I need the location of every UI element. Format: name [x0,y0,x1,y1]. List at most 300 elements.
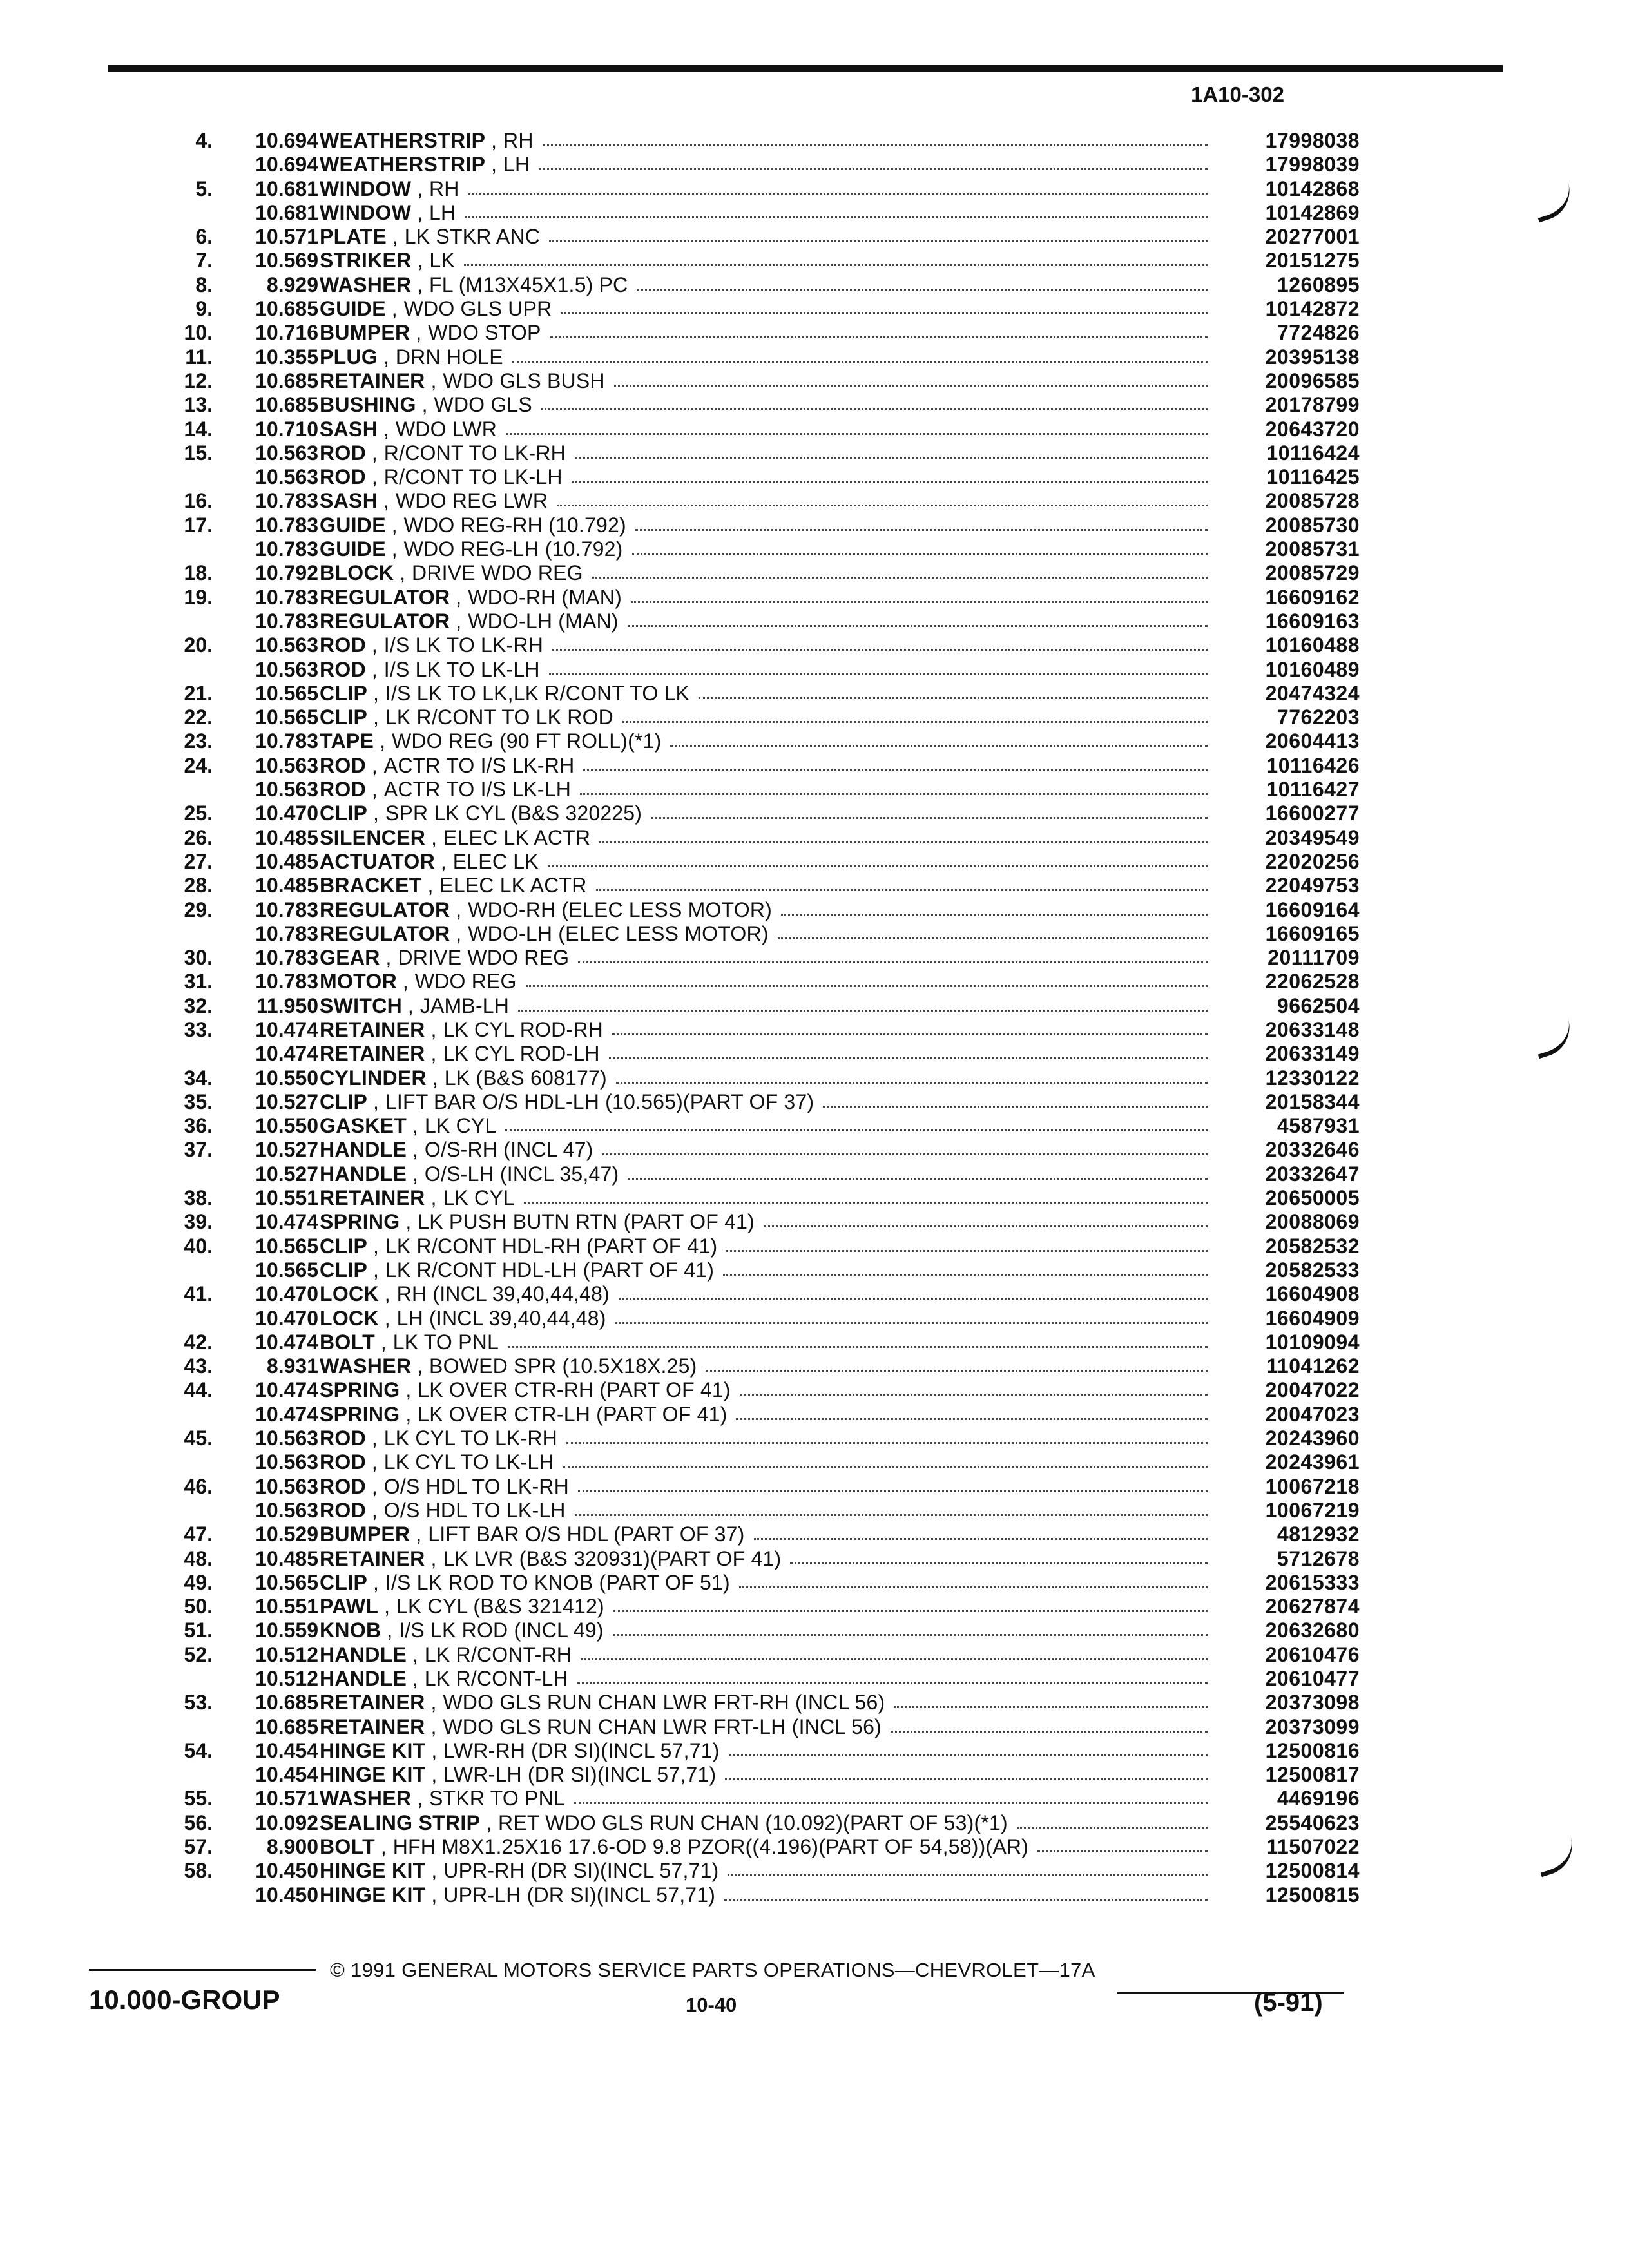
part-number: 20085729 [1265,561,1360,585]
part-row [0,1450,1629,1474]
group-code: 10.710 [255,417,318,441]
comma-separator: , [378,1595,390,1619]
part-row [0,850,1629,874]
part-name: CLIP [320,802,368,825]
item-number: 4. [195,129,213,152]
part-description [320,1378,1213,1402]
item-number: 48. [184,1546,213,1570]
comma-separator: , [407,1162,418,1186]
part-row [0,898,1629,922]
group-code: 10.470 [255,1306,318,1330]
part-number: 20047023 [1265,1402,1360,1426]
dot-leader [739,1571,1208,1588]
part-description [320,465,1213,489]
part-number: 25540623 [1265,1811,1360,1834]
item-number: 36. [184,1114,213,1138]
part-description [320,1811,1213,1835]
group-code: 10.783 [255,946,318,970]
dot-leader [729,1739,1208,1756]
part-name: SASH [320,489,378,513]
part-name: HINGE KIT [320,1738,426,1762]
dot-leader [622,706,1208,723]
part-description [320,1307,1213,1331]
part-detail: I/S LK ROD (INCL 49) [399,1619,604,1642]
part-name: GASKET [320,1114,407,1138]
group-code: 10.092 [255,1811,318,1834]
comma-separator: , [366,633,378,657]
group-code: 10.571 [255,225,318,249]
part-number: 10142868 [1265,177,1360,200]
part-row [0,946,1629,970]
part-name: ROD [320,1474,367,1498]
part-number: 20088069 [1265,1210,1360,1234]
part-detail: WDO GLS [434,393,532,417]
comma-separator: , [425,1042,437,1066]
part-number: 10067218 [1265,1474,1360,1498]
part-detail: DRIVE WDO REG [412,561,583,585]
part-name: ROD [320,633,367,657]
part-description [320,393,1213,417]
part-name: HINGE KIT [320,1883,426,1907]
part-description [320,1715,1213,1739]
group-code: 10.474 [255,1402,318,1426]
part-description [320,994,1213,1018]
comma-separator: , [366,441,378,465]
part-row [0,465,1629,489]
part-name: ROD [320,778,367,802]
part-number: 12500814 [1265,1859,1360,1883]
part-description [320,1354,1213,1378]
item-number: 14. [184,417,213,441]
part-number: 12330122 [1265,1066,1360,1090]
part-number: 20633149 [1265,1042,1360,1066]
comma-separator: , [378,1282,390,1306]
part-row [0,1523,1629,1546]
comma-separator: , [410,1523,422,1546]
dot-leader [613,1619,1208,1636]
group-code: 11.950 [256,994,318,1017]
part-description [320,369,1213,393]
item-number: 11. [185,345,213,369]
part-row [0,1811,1629,1835]
part-detail: UPR-RH (DR SI)(INCL 57,71) [443,1859,719,1883]
part-description [320,682,1213,706]
group-code: 10.681 [255,200,318,224]
item-number: 40. [184,1234,213,1258]
part-detail: ELEC LK ACTR [443,825,591,849]
part-row [0,561,1629,585]
part-row [0,201,1629,225]
group-code: 10.563 [255,1474,318,1498]
part-description [320,1282,1213,1306]
part-description [320,321,1213,345]
page-code: 1A10-302 [1191,82,1284,106]
group-code: 10.685 [255,369,318,392]
part-detail: LK R/CONT-LH [424,1667,568,1690]
dot-leader [549,658,1208,675]
dot-leader [635,514,1208,531]
footer-rule-left [89,1969,316,1971]
dot-leader [561,297,1208,314]
part-detail: LK OVER CTR-RH (PART OF 41) [418,1378,731,1402]
comma-separator: , [480,1811,492,1834]
part-name: HANDLE [320,1162,407,1186]
comma-separator: , [425,1017,437,1041]
group-code: 10.565 [255,681,318,705]
part-detail: LK R/CONT-RH [424,1642,572,1666]
part-row [0,802,1629,825]
dot-leader [602,1138,1208,1155]
part-description [320,1691,1213,1715]
comma-separator: , [411,200,423,224]
dot-leader [1037,1835,1208,1852]
item-number: 54. [184,1738,213,1762]
part-number: 20615333 [1265,1570,1360,1594]
part-name: PAWL [320,1595,379,1619]
group-code: 10.569 [255,249,318,273]
part-name: WINDOW [320,177,412,200]
dot-leader [619,1282,1208,1300]
part-detail: LK CYL ROD-LH [443,1042,600,1066]
part-row [0,1090,1629,1114]
comma-separator: , [450,921,462,945]
part-row [0,537,1629,561]
part-row [0,922,1629,946]
part-number: 20178799 [1265,393,1360,417]
part-name: REGULATOR [320,921,450,945]
comma-separator: , [378,1306,390,1330]
part-detail: RH (INCL 39,40,44,48) [396,1282,610,1306]
part-number: 22062528 [1265,970,1360,994]
part-description [320,1547,1213,1571]
part-row [0,1162,1629,1186]
part-name: LOCK [320,1306,379,1330]
dot-leader [557,489,1208,506]
part-description [320,658,1213,682]
part-name: BOLT [320,1835,375,1859]
dot-leader [575,1499,1208,1516]
group-code: 10.512 [255,1642,318,1666]
group-code: 10.783 [255,489,318,513]
comma-separator: , [425,1763,438,1787]
part-description [320,1210,1213,1234]
part-detail: LIFT BAR O/S HDL-LH (10.565)(PART OF 37) [385,1090,815,1113]
part-row [0,1138,1629,1162]
part-name: WASHER [320,273,412,296]
part-name: WEATHERSTRIP [320,153,486,177]
part-name: ACTUATOR [320,849,435,873]
part-number: 20085731 [1265,537,1360,561]
group-code: 8.900 [266,1835,318,1859]
dot-leader [891,1715,1208,1733]
part-number: 20332647 [1265,1162,1360,1186]
dot-leader [539,153,1208,170]
part-row [0,994,1629,1018]
group-code: 10.565 [255,1258,318,1282]
part-name: CYLINDER [320,1066,427,1090]
part-description [320,633,1213,657]
part-number: 17998039 [1265,153,1360,177]
comma-separator: , [450,609,462,633]
dot-leader [505,1114,1208,1131]
part-description [320,418,1213,441]
dot-leader [580,778,1208,795]
dot-leader [583,754,1208,771]
part-row [0,297,1629,321]
part-detail: I/S LK TO LK-RH [383,633,544,657]
group-code: 10.565 [255,1234,318,1258]
part-detail: LWR-RH (DR SI)(INCL 57,71) [443,1738,720,1762]
part-detail: WDO GLS RUN CHAN LWR FRT-RH (INCL 56) [443,1691,885,1715]
item-number: 41. [184,1282,213,1306]
item-number: 58. [184,1859,213,1883]
part-detail: LK CYL [443,1186,515,1210]
part-row [0,1427,1629,1450]
dot-leader [518,994,1208,1012]
item-number: 12. [184,369,213,392]
part-detail: LK CYL (B&S 321412) [396,1595,604,1619]
part-description [320,514,1213,537]
dot-leader [577,1667,1208,1684]
part-row [0,1691,1629,1715]
item-number: 17. [184,513,213,537]
comma-separator: , [367,1234,379,1258]
item-number: 9. [195,297,213,321]
group-code: 10.550 [255,1066,318,1090]
part-detail: I/S LK TO LK-LH [383,657,540,681]
part-detail: WDO REG (90 FT ROLL)(*1) [391,729,662,753]
part-detail: LK TO PNL [392,1330,499,1354]
comma-separator: , [380,946,392,970]
part-detail: WDO-LH (MAN) [468,609,619,633]
part-name: CLIP [320,1258,368,1282]
item-number: 32. [184,994,213,1017]
group-code: 10.550 [255,1114,318,1138]
group-code: 10.474 [255,1330,318,1354]
part-number: 16609163 [1265,609,1360,633]
dot-leader [613,1595,1208,1612]
part-detail: WDO-RH (ELEC LESS MOTOR) [468,898,772,921]
part-description [320,1162,1213,1186]
part-description [320,1787,1213,1811]
part-description [320,1403,1213,1427]
part-row [0,778,1629,802]
part-detail: LK R/CONT TO LK ROD [385,706,613,729]
part-row [0,1331,1629,1354]
part-number: 10116424 [1266,441,1360,465]
part-number: 1260895 [1277,273,1360,296]
dot-leader [575,441,1208,459]
item-number: 15. [184,441,213,465]
group-code: 10.450 [255,1859,318,1883]
item-number: 30. [184,946,213,970]
comma-separator: , [411,1787,423,1811]
part-number: 12500815 [1265,1883,1360,1907]
comma-separator: , [400,1210,412,1234]
part-name: SILENCER [320,825,426,849]
comma-separator: , [425,1738,438,1762]
dot-leader [615,1307,1208,1324]
part-description [320,489,1213,513]
part-row [0,1307,1629,1331]
part-description [320,922,1213,946]
comma-separator: , [367,1570,379,1594]
part-detail: LK R/CONT HDL-LH (PART OF 41) [385,1258,715,1282]
part-row [0,321,1629,345]
group-code: 10.563 [255,1450,318,1474]
part-name: RETAINER [320,1017,425,1041]
comma-separator: , [425,1883,438,1907]
comma-separator: , [411,1354,423,1378]
part-detail: LH [429,200,456,224]
group-code: 10.783 [255,970,318,994]
item-number: 10. [184,321,213,345]
part-number: 20610477 [1265,1667,1360,1690]
part-detail: I/S LK ROD TO KNOB (PART OF 51) [385,1570,730,1594]
top-rule [108,65,1503,72]
part-detail: WDO REG LWR [395,489,548,513]
part-row [0,1475,1629,1499]
comma-separator: , [485,129,497,152]
part-number: 16604909 [1265,1306,1360,1330]
group-code: 10.681 [255,177,318,200]
comma-separator: , [367,681,379,705]
part-detail: ELEC LK ACTR [439,874,587,898]
part-description [320,1499,1213,1523]
part-row [0,1114,1629,1138]
group-code: 10.563 [255,753,318,777]
group-code: 10.527 [255,1090,318,1113]
part-name: BOLT [320,1330,375,1354]
part-number: 20277001 [1265,225,1360,249]
group-code: 10.485 [255,849,318,873]
part-description [320,1331,1213,1354]
comma-separator: , [434,849,447,873]
dot-leader [764,1210,1208,1227]
part-detail: O/S-LH (INCL 35,47) [424,1162,619,1186]
part-name: SWITCH [320,994,403,1017]
part-name: CLIP [320,1570,368,1594]
part-description [320,297,1213,321]
comma-separator: , [374,1330,387,1354]
part-number: 20643720 [1265,417,1360,441]
comma-separator: , [407,1138,418,1162]
part-name: HANDLE [320,1667,407,1690]
part-name: RETAINER [320,1715,425,1738]
dot-leader [596,874,1208,891]
part-detail: LK CYL TO LK-RH [383,1427,557,1450]
group-code: 10.563 [255,778,318,802]
item-number: 35. [184,1090,213,1113]
comma-separator: , [402,994,414,1017]
part-number: 20243961 [1265,1450,1360,1474]
part-detail: JAMB-LH [419,994,510,1017]
part-description [320,874,1213,898]
dot-leader [823,1090,1208,1108]
part-row [0,225,1629,249]
group-code: 10.685 [255,297,318,321]
part-detail: LH [503,153,530,177]
dot-leader [651,802,1208,819]
part-row [0,1282,1629,1306]
part-number: 17998038 [1265,129,1360,152]
part-description [320,706,1213,729]
part-number: 20047022 [1265,1378,1360,1402]
group-code: 10.485 [255,825,318,849]
item-number: 22. [184,706,213,729]
comma-separator: , [385,513,398,537]
part-name: ROD [320,753,367,777]
group-code: 10.551 [255,1595,318,1619]
group-code: 10.783 [255,609,318,633]
dot-leader [468,177,1208,195]
dot-leader [563,1450,1208,1468]
part-description [320,537,1213,561]
part-name: GEAR [320,946,380,970]
dot-leader [726,1235,1208,1252]
comma-separator: , [416,393,428,417]
part-detail: LK CYL ROD-RH [443,1017,603,1041]
part-row [0,1859,1629,1883]
item-number: 23. [184,729,213,753]
part-detail: LK (B&S 608177) [444,1066,607,1090]
dot-leader [612,1018,1208,1035]
dot-leader [736,1403,1208,1420]
part-number: 20582532 [1265,1234,1360,1258]
part-detail: LK CYL TO LK-LH [383,1450,554,1474]
comma-separator: , [425,1715,437,1738]
group-code: 10.563 [255,1427,318,1450]
group-code: 10.783 [255,921,318,945]
part-row [0,441,1629,465]
group-code: 10.565 [255,706,318,729]
part-number: 16609164 [1265,898,1360,921]
comma-separator: , [366,1450,378,1474]
part-number: 16600277 [1265,802,1360,825]
part-name: HINGE KIT [320,1763,426,1787]
part-name: HINGE KIT [320,1859,426,1883]
comma-separator: , [366,778,378,802]
part-row [0,1499,1629,1523]
item-number: 33. [184,1017,213,1041]
comma-separator: , [366,1427,378,1450]
part-description [320,1571,1213,1595]
part-detail: WDO LWR [395,417,497,441]
group-code: 10.527 [255,1162,318,1186]
dot-leader [631,586,1208,603]
part-row [0,658,1629,682]
dot-leader [578,946,1208,963]
dot-leader [1017,1811,1208,1829]
item-number: 27. [184,849,213,873]
comma-separator: , [374,1835,387,1859]
part-description [320,225,1213,249]
part-name: GUIDE [320,297,386,321]
part-detail: LK PUSH BUTN RTN (PART OF 41) [418,1210,755,1234]
part-number: 4812932 [1277,1523,1360,1546]
dot-leader [706,1354,1208,1372]
part-number: 20243960 [1265,1427,1360,1450]
part-description [320,201,1213,225]
part-number: 10160488 [1265,633,1360,657]
part-row [0,1763,1629,1787]
comma-separator: , [450,898,462,921]
part-name: GUIDE [320,513,386,537]
dot-leader [723,1258,1208,1276]
part-description [320,561,1213,585]
part-name: CLIP [320,1234,368,1258]
part-number: 16604908 [1265,1282,1360,1306]
